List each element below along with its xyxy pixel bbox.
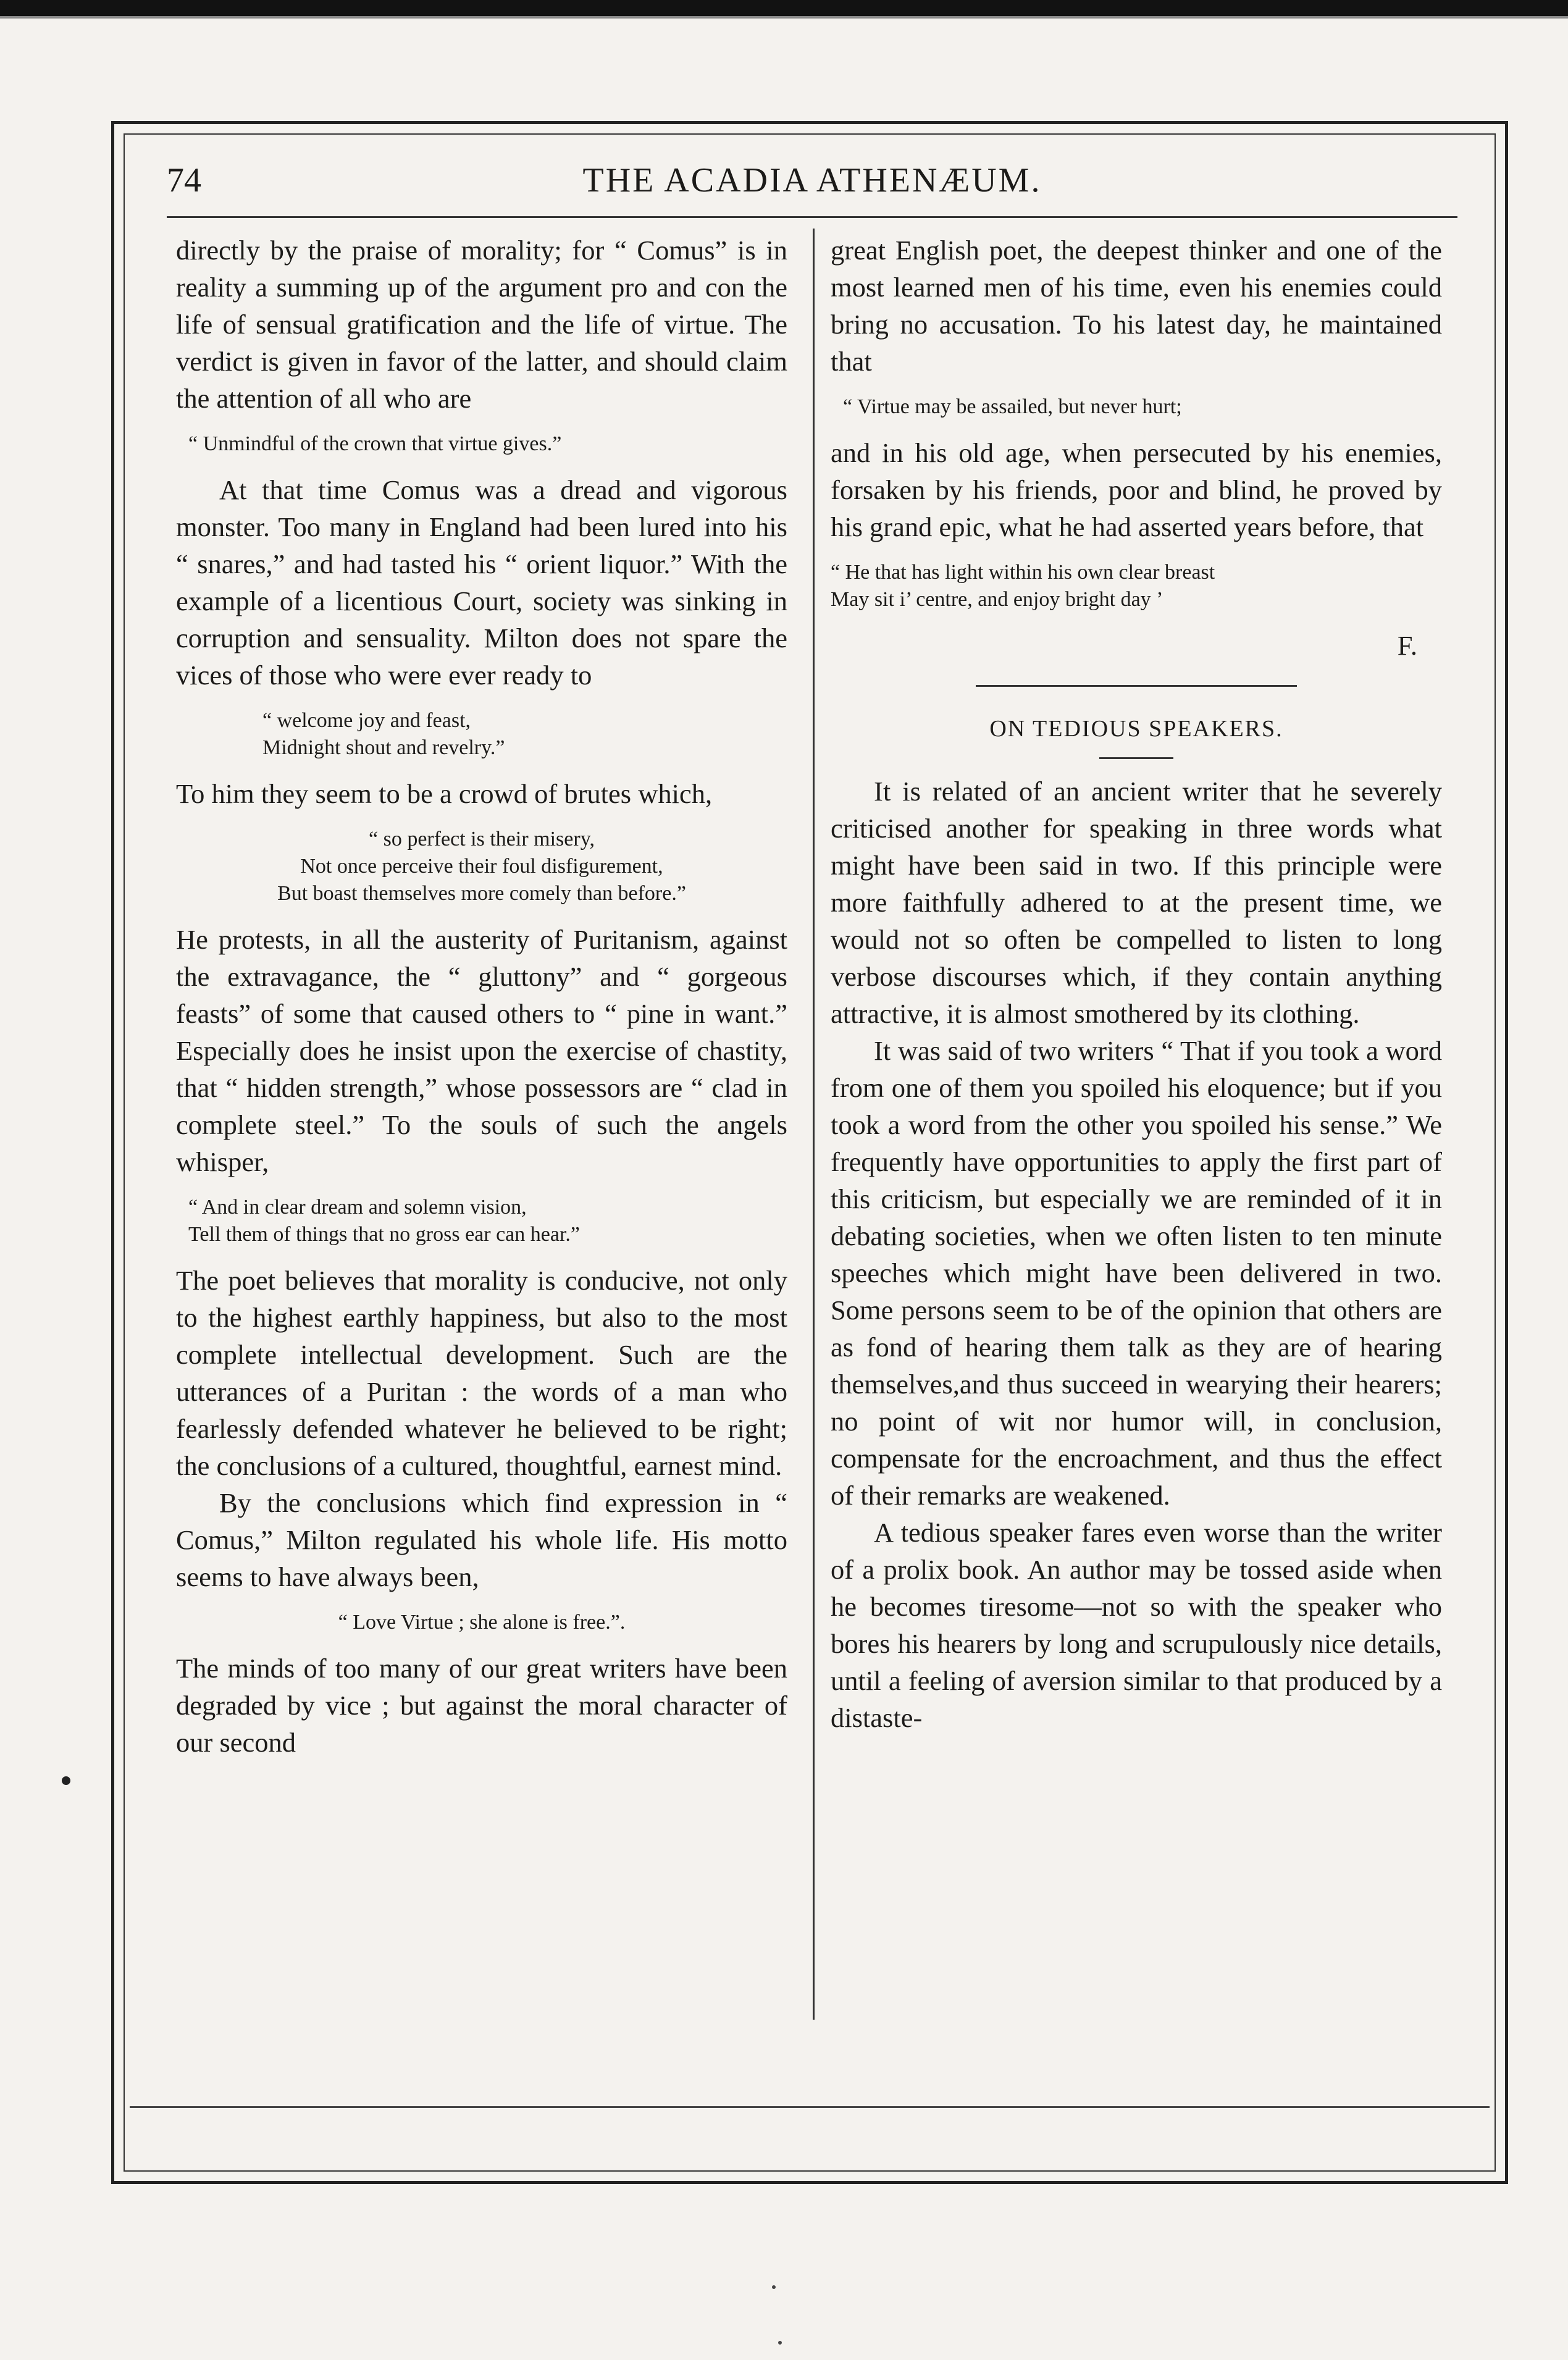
- paragraph: By the conclusions which find expression in “ Comus,” Milton regulated his whole life. His motto seems to have always been,: [176, 1487, 787, 1592]
- paragraph: directly by the praise of morality; for “ Comus” is in reality a summing up of the argument pro and con the life of sensual gratification and the life of virtue. The verdict is given in favor of the latter, and should claim the attention of all who are: [176, 235, 787, 414]
- verse-line: “ welcome joy and feast,: [262, 709, 471, 732]
- verse-quote: “ Love Virtue ; she alone is free.”.: [338, 1611, 626, 1634]
- paragraph: great English poet, the deepest thinker and one of the most learned men of his time, even his enemies could bring no accusation. To his latest day, he maintained that: [831, 235, 1442, 377]
- paragraph: It was said of two writers “ That if you took a word from one of them you spoiled his eloquence; but if you took a word from the other you spoiled his sense.” We frequently have opportunities to apply the first part of this criticism, but especially we are reminded of it in debating societies, when we often listen to ten minute speeches which might have been delivered in two. Some persons seem to be of the opinion that others are as fond of hearing them talk as they are of hearing themselves,and thus succeed in wearying their hearers; no point of wit nor humor will, in conclusion, compensate for the encroachment, and thus the effect of their remarks are weakened.: [831, 1035, 1442, 1511]
- ink-speck: [772, 2285, 776, 2289]
- paragraph: It is related of an ancient writer that he severely criticised another for speaking in three words what might have been said in two. If this principle were more faithfully adhered to at the present time, we would not so often be compelled to listen to long verbose discourses which, if they contain anything attractive, it is almost smothered by its clothing.: [831, 776, 1442, 1029]
- left-column: [176, 232, 787, 1761]
- header-rule: [167, 216, 1457, 218]
- paragraph: At that time Comus was a dread and vigorous monster. Too many in England had been lured into his “ snares,” and had tasted his “ orient liquor.” With the example of a licentious Court, society was sinking in corruption and sensuality. Milton does not spare the vices of those who were ever ready to: [176, 474, 787, 691]
- page-number: 74: [167, 161, 201, 199]
- paragraph: The minds of too many of our great writers have been degraded by vice ; but against the moral character of our second: [176, 1653, 787, 1758]
- right-column: [831, 232, 1442, 1736]
- verse-line: Midnight shout and revelry.”: [262, 736, 505, 759]
- verse-quote: [831, 559, 1442, 613]
- journal-title: THE ACADIA ATHENÆUM.: [582, 161, 1042, 199]
- verse-line: Not once perceive their foul disfigurement,: [300, 855, 663, 878]
- title-underline: [1099, 757, 1173, 759]
- section-title: ON TEDIOUS SPEAKERS.: [989, 716, 1283, 742]
- verse-line: “ He that has light within his own clear breast: [831, 561, 1215, 584]
- paragraph: and in his old age, when persecuted by his enemies, forsaken by his friends, poor and blind, he proved by his grand epic, what he had asserted years before, that: [831, 437, 1442, 542]
- verse-line: “ And in clear dream and solemn vision,: [188, 1196, 527, 1219]
- verse-quote: “ Virtue may be assailed, but never hurt;: [843, 395, 1182, 418]
- running-head: [167, 154, 1457, 210]
- paragraph: The poet believes that morality is conducive, not only to the highest earthly happiness, but also to the most complete intellectual development. Such are the utterances of a Puritan : the words of a man who fearlessly defended whatever he believed to be right; the conclusions of a cultured, thoughtful, earnest mind.: [176, 1265, 787, 1481]
- top-border-rule: [0, 0, 1568, 16]
- top-border-shadow: [0, 16, 1568, 19]
- section-divider: [976, 685, 1297, 687]
- verse-line: Tell them of things that no gross ear can hear.”: [188, 1223, 580, 1246]
- margin-bullet-mark: [62, 1776, 70, 1785]
- paragraph: A tedious speaker fares even worse than the writer of a prolix book. An author may be tossed aside when he becomes tiresome—not so with the speaker who bores his hearers by long and scrupulously nice details, until a feeling of aversion similar to that produced by a distaste-: [831, 1517, 1442, 1733]
- verse-line: But boast themselves more comely than before.”: [277, 882, 686, 905]
- verse-line: “ so perfect is their misery,: [369, 828, 595, 850]
- verse-quote: [176, 826, 787, 907]
- author-signature: F.: [1397, 630, 1417, 661]
- paragraph: To him they seem to be a crowd of brutes which,: [176, 778, 713, 809]
- bottom-rule: [130, 2106, 1490, 2108]
- paragraph: He protests, in all the austerity of Puritanism, against the extravagance, the “ gluttony” and “ gorgeous feasts” of some that caused others to “ pine in want.” Especially does he insist upon the exercise of chastity, that “ hidden strength,” whose possessors are “ clad in complete steel.” To the souls of such the angels whisper,: [176, 924, 787, 1177]
- verse-quote: “ Unmindful of the crown that virtue gives.”: [188, 432, 562, 455]
- verse-line: May sit i’ centre, and enjoy bright day ’: [831, 588, 1163, 611]
- verse-quote: [176, 707, 787, 762]
- column-divider: [813, 229, 815, 2020]
- verse-quote: [176, 1194, 787, 1248]
- ink-speck: [778, 2341, 782, 2345]
